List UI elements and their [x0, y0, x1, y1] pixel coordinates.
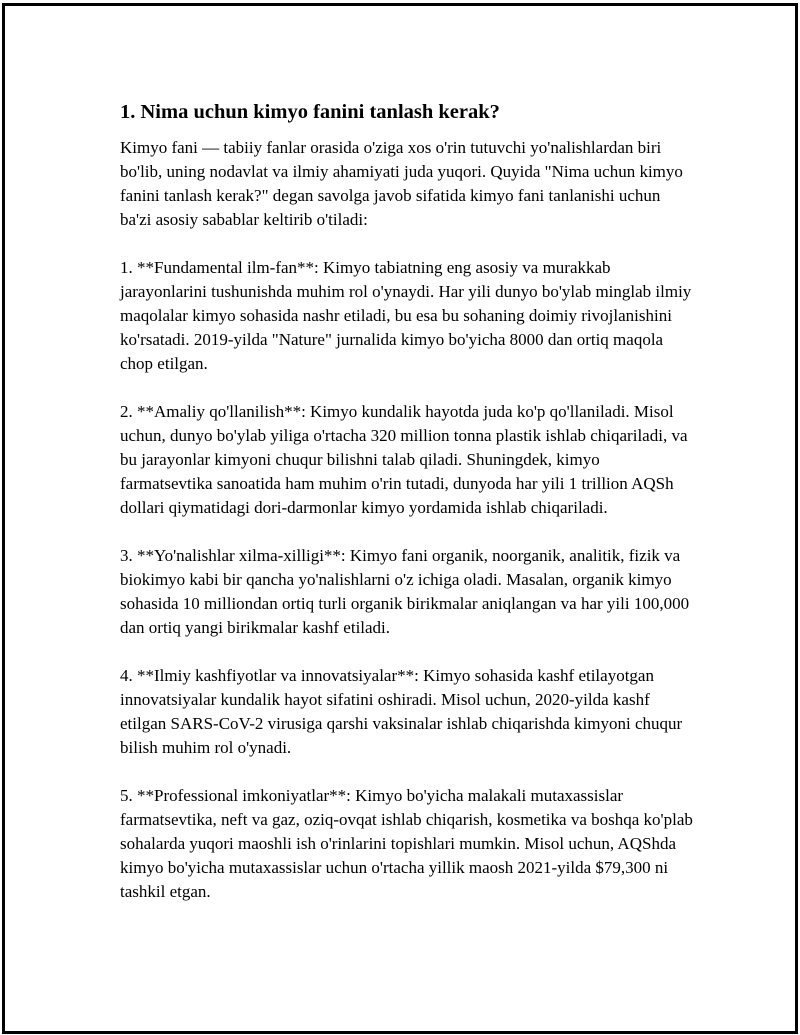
- page-frame: [2, 3, 798, 1034]
- intro-paragraph: Kimyo fani — tabiiy fanlar orasida o'ziga xos o'rin tutuvchi yo'nalishlardan biri bo'lib, uning nodavlat va ilmiy ahamiyati juda yuqori. Quyida "Nima uchun kimyo fanini tanlash kerak?" degan savolga javob sifatida kimyo fani tanlanishi uchun ba'zi asosiy sabablar keltirib o'tiladi:: [120, 138, 683, 229]
- document-title: 1. Nima uchun kimyo fanini tanlash kerak?: [120, 101, 500, 123]
- document-body: [120, 98, 695, 928]
- list-item: 3. **Yo'nalishlar xilma-xilligi**: Kimyo fani organik, noorganik, analitik, fizik va biokimyo kabi bir qancha yo'nalishlarni o'z ichiga oladi. Masalan, organik kimyo sohasida 10 milliondan ortiq turli organik birikmalar aniqlangan va har yili 100,000 dan ortiq yangi birikmalar kashf etiladi.: [120, 546, 690, 637]
- list-item: 2. **Amaliy qo'llanilish**: Kimyo kundalik hayotda juda ko'p qo'llaniladi. Misol uchun, dunyo bo'ylab yiliga o'rtacha 320 million tonna plastik ishlab chiqariladi, va bu jarayonlar kimyoni chuqur bilishni talab qiladi. Shuningdek, kimyo farmatsevtika sanoatida ham muhim o'rin tutadi, dunyoda har yili 1 trillion AQSh dollari qiymatidagi dori-darmonlar kimyo yordamida ishlab chiqariladi.: [120, 402, 688, 517]
- list-item: 5. **Professional imkoniyatlar**: Kimyo bo'yicha malakali mutaxassislar farmatsevtika, neft va gaz, oziq-ovqat ishlab chiqarish, kosmetika va boshqa ko'plab sohalarda yuqori maoshli ish o'rinlarini topishlari mumkin. Misol uchun, AQShda kimyo bo'yicha mutaxassislar uchun o'rtacha yillik maosh 2021-yilda $79,300 ni tashkil etgan.: [120, 786, 693, 901]
- list-item: 4. **Ilmiy kashfiyotlar va innovatsiyalar**: Kimyo sohasida kashf etilayotgan innovatsiyalar kundalik hayot sifatini oshiradi. Misol uchun, 2020-yilda kashf etilgan SARS-CoV-2 virusiga qarshi vaksinalar ishlab chiqarishda kimyoni chuqur bilish muhim rol o'ynadi.: [120, 666, 683, 757]
- list-item: 1. **Fundamental ilm-fan**: Kimyo tabiatning eng asosiy va murakkab jarayonlarini tushunishda muhim rol o'ynaydi. Har yili dunyo bo'ylab minglab ilmiy maqolalar kimyo sohasida nashr etiladi, bu esa bu sohaning doimiy rivojlanishini ko'rsatadi. 2019-yilda "Nature" jurnalida kimyo bo'yicha 8000 dan ortiq maqola chop etilgan.: [120, 258, 692, 373]
